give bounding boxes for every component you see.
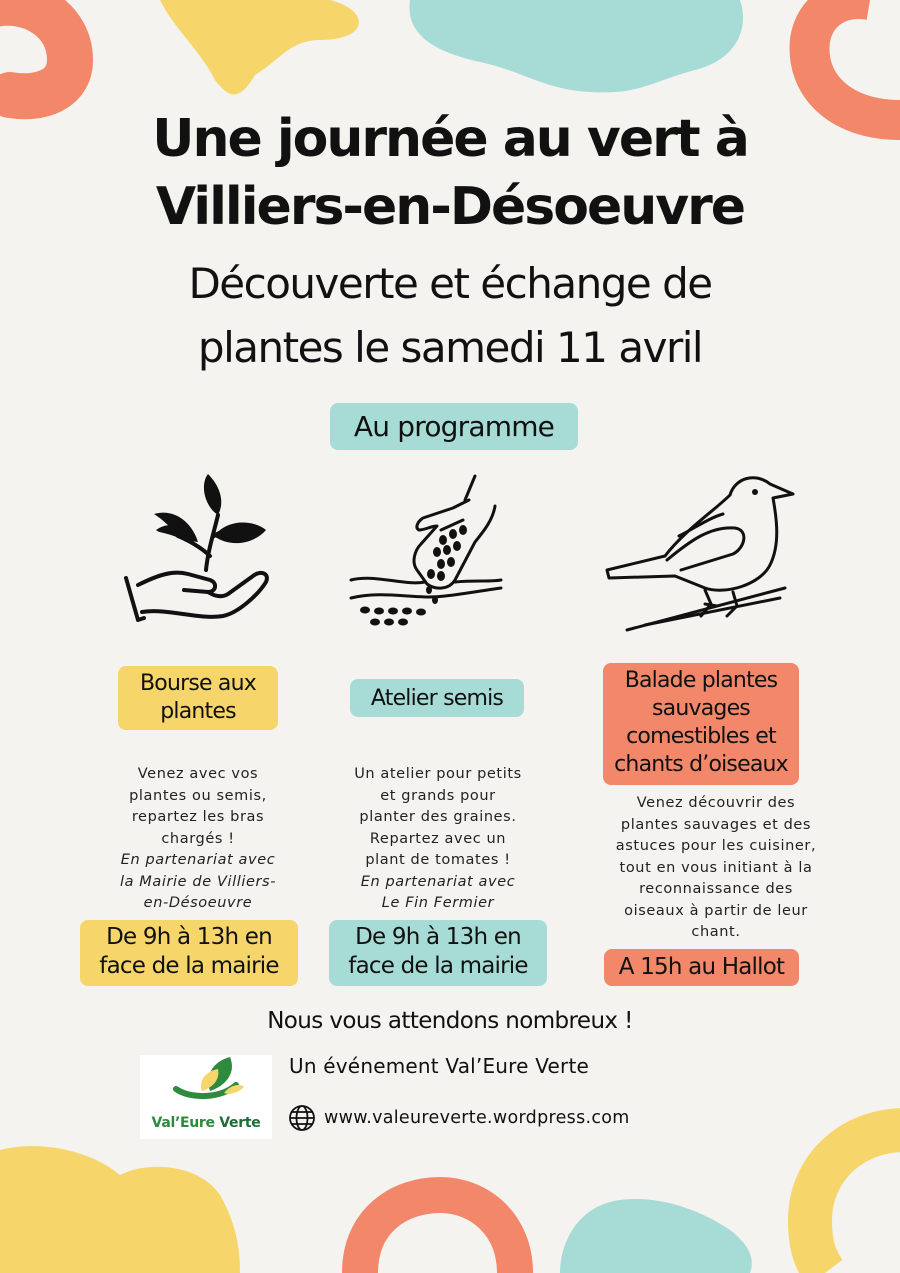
activity-title-line: plantes xyxy=(160,699,236,724)
website-row[interactable] xyxy=(288,1104,630,1132)
yellow-leaf-top xyxy=(160,0,359,94)
sowing-seeds-icon xyxy=(345,470,505,630)
yellow-arc-bottom-right xyxy=(810,1130,900,1273)
subtitle-line-1: Découverte et échange de xyxy=(188,259,712,308)
activity-title-line: Bourse aux xyxy=(140,671,256,696)
activity-time-balade xyxy=(604,949,799,986)
description-line: reconnaissance des xyxy=(639,881,793,897)
activity-title-line: Balade plantes xyxy=(624,668,778,693)
title-line-1: Une journée au vert à xyxy=(152,109,748,169)
globe-icon xyxy=(288,1104,316,1132)
activity-description-atelier xyxy=(322,764,554,915)
description-line: astuces pour les cuisiner, xyxy=(615,838,817,854)
description-line: chargés ! xyxy=(161,830,235,847)
hand-plant-icon xyxy=(118,470,278,630)
description-line: oiseaux à partir de leur xyxy=(624,902,808,919)
activity-description-balade xyxy=(585,793,847,944)
time-line: face de la mairie xyxy=(99,953,279,979)
activity-time-atelier xyxy=(329,920,547,986)
orange-arc-top-right xyxy=(810,0,900,120)
time-line: De 9h à 13h en xyxy=(355,924,521,950)
logo-emblem-icon xyxy=(140,1055,272,1115)
description-line: Un atelier pour petits xyxy=(354,766,522,782)
website-link[interactable]: www.valeureverte.wordpress.com xyxy=(324,1108,630,1128)
bird-on-branch-icon xyxy=(605,470,800,635)
title-line-2: Villiers-en-Désoeuvre xyxy=(155,177,745,237)
orange-arc-top-left xyxy=(0,3,70,96)
activity-time-bourse xyxy=(80,920,298,986)
description-line: tout en vous initiant à la xyxy=(619,859,813,876)
activity-title-bourse xyxy=(118,666,278,730)
description-line: Venez avec vos xyxy=(137,766,259,782)
description-line: plantes sauvages et des xyxy=(620,816,812,833)
time-line: A 15h au Hallot xyxy=(618,954,785,980)
description-line: Venez découvrir des xyxy=(636,795,796,811)
description-line: plantes ou semis, xyxy=(129,787,267,804)
description-line: et grands pour xyxy=(380,787,496,804)
logo-text xyxy=(140,1115,272,1131)
logo-text-part: Val’Eure xyxy=(151,1115,215,1131)
yellow-blob-bottom-left xyxy=(0,1146,240,1273)
description-line: planter des graines. xyxy=(359,809,517,825)
description-line: repartez les bras xyxy=(131,809,265,825)
partner-line: En partenariat avec xyxy=(120,852,276,868)
partner-line: la Mairie de Villiers- xyxy=(119,873,277,890)
partner-line: En partenariat avec xyxy=(360,873,516,890)
activity-title-atelier xyxy=(350,679,524,717)
activity-title-line: chants d’oiseaux xyxy=(614,752,788,777)
valeure-verte-logo xyxy=(140,1055,272,1139)
activity-description-bourse xyxy=(88,764,308,915)
activity-title-line: sauvages xyxy=(652,696,750,721)
partner-line: en-Désoeuvre xyxy=(143,895,253,911)
event-organizer-line: Un événement Val’Eure Verte xyxy=(289,1054,590,1078)
partner-line: Le Fin Fermier xyxy=(381,895,495,911)
orange-arc-bottom xyxy=(360,1195,515,1273)
description-line: Repartez avec un xyxy=(369,830,507,847)
activity-title-line: Atelier semis xyxy=(370,686,504,711)
time-line: De 9h à 13h en xyxy=(106,924,272,950)
time-line: face de la mairie xyxy=(348,953,528,979)
logo-text-part: Verte xyxy=(214,1115,261,1131)
closing-message: Nous vous attendons nombreux ! xyxy=(267,1008,633,1034)
program-heading: Au programme xyxy=(330,403,578,450)
teal-blob-top xyxy=(409,0,743,92)
description-line: plant de tomates ! xyxy=(365,852,511,868)
activity-title-balade xyxy=(603,663,799,785)
teal-blob-bottom xyxy=(560,1199,752,1273)
activity-title-line: comestibles et xyxy=(626,724,776,749)
description-line: chant. xyxy=(691,924,741,940)
subtitle-line-2: plantes le samedi 11 avril xyxy=(197,323,703,372)
